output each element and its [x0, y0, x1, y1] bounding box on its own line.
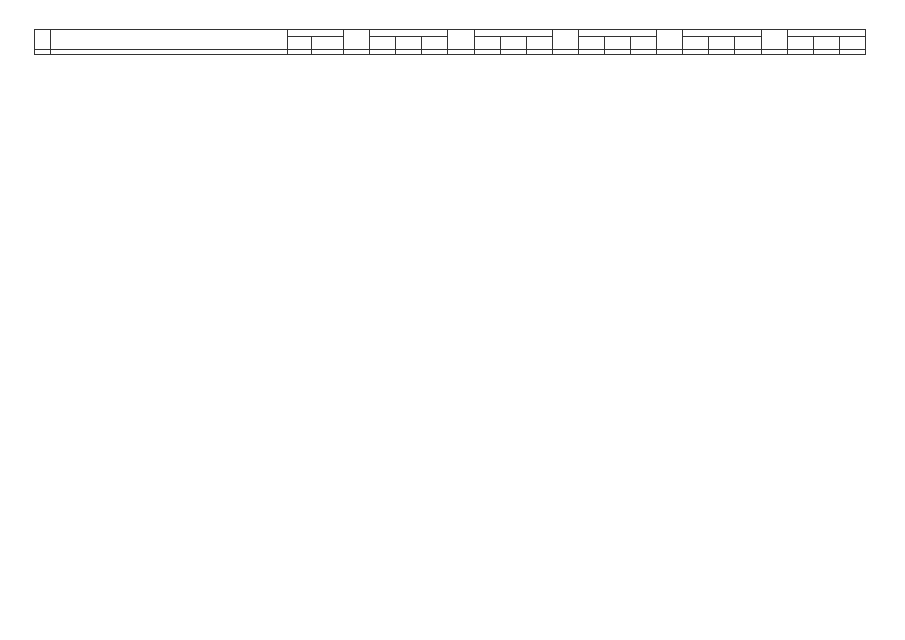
col-header-source-local — [839, 37, 865, 50]
column-number — [396, 50, 422, 55]
column-numbering-row — [35, 50, 866, 55]
column-number — [422, 50, 448, 55]
col-header-year5-sources — [787, 30, 865, 37]
column-number — [526, 50, 552, 55]
col-header-source-local — [422, 37, 448, 50]
col-header-source-federal — [474, 37, 500, 50]
col-header-source-federal — [370, 37, 396, 50]
column-number — [605, 50, 631, 55]
column-number — [344, 50, 370, 55]
col-header-year5-total — [761, 30, 787, 50]
col-header-name — [51, 30, 288, 50]
col-header-length — [287, 37, 311, 50]
column-number — [813, 50, 839, 55]
col-header-source-local — [631, 37, 657, 50]
col-header-year1-total — [344, 30, 370, 50]
column-number — [311, 50, 343, 55]
table-body — [35, 55, 866, 625]
column-number — [474, 50, 500, 55]
col-header-source-federal — [578, 37, 604, 50]
col-header-source-regional — [396, 37, 422, 50]
column-number — [370, 50, 396, 55]
col-header-source-regional — [813, 37, 839, 50]
column-number — [631, 50, 657, 55]
column-number — [35, 50, 51, 55]
investment-table — [34, 29, 866, 625]
col-header-source-federal — [787, 37, 813, 50]
col-header-year2-total — [448, 30, 474, 50]
col-header-source-local — [735, 37, 761, 50]
col-header-source-federal — [683, 37, 709, 50]
column-number — [448, 50, 474, 55]
column-number — [735, 50, 761, 55]
col-header-year4-sources — [683, 30, 761, 37]
column-number — [287, 50, 311, 55]
column-number — [552, 50, 578, 55]
col-header-source-regional — [709, 37, 735, 50]
column-number — [787, 50, 813, 55]
col-header-year2-sources — [474, 30, 552, 37]
col-header-year3-sources — [578, 30, 656, 37]
col-header-no — [35, 30, 51, 50]
column-number — [839, 50, 865, 55]
column-number — [657, 50, 683, 55]
col-header-year3-total — [552, 30, 578, 50]
col-header-year4-total — [657, 30, 683, 50]
column-number — [51, 50, 288, 55]
column-number — [578, 50, 604, 55]
col-header-capacity-group — [287, 30, 343, 37]
col-header-source-local — [526, 37, 552, 50]
column-number — [709, 50, 735, 55]
col-header-year1-sources — [370, 30, 448, 37]
col-header-cost — [311, 37, 343, 50]
col-header-source-regional — [605, 37, 631, 50]
column-number — [761, 50, 787, 55]
column-number — [500, 50, 526, 55]
col-header-source-regional — [500, 37, 526, 50]
column-number — [683, 50, 709, 55]
